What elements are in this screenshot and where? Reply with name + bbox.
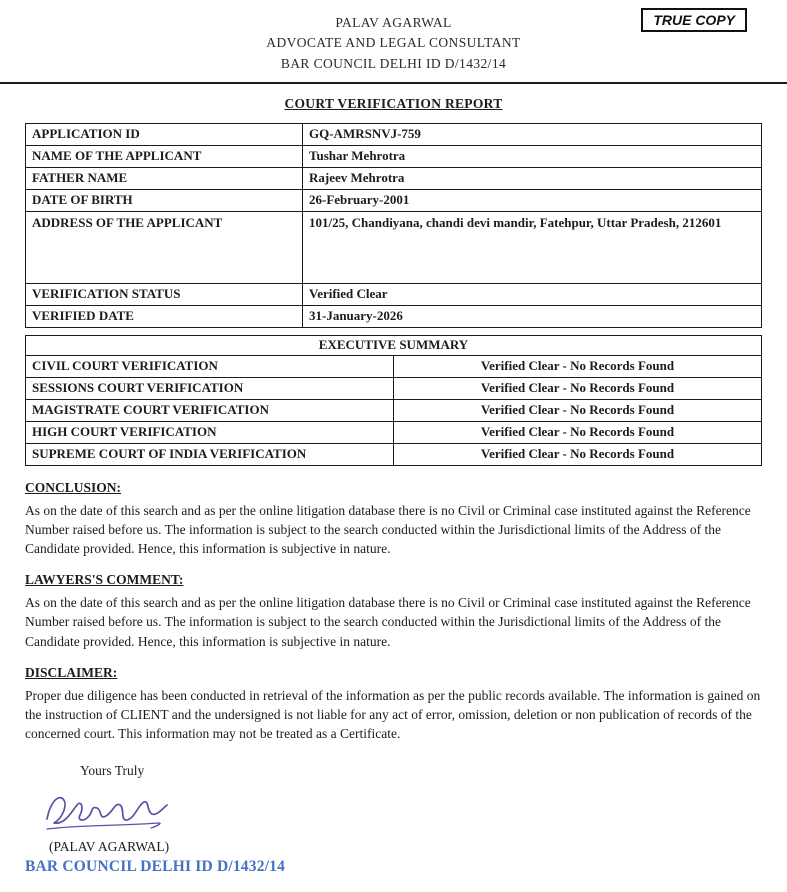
report-title: COURT VERIFICATION REPORT (284, 95, 503, 111)
header-divider (0, 82, 787, 84)
table-row-verified-date (26, 305, 762, 327)
table-row-high-court (26, 421, 762, 443)
applicant-details-table (25, 123, 762, 328)
field-value: Verified Clear - No Records Found (394, 443, 762, 465)
advocate-name: PALAV AGARWAL (335, 15, 452, 30)
field-label: MAGISTRATE COURT VERIFICATION (26, 399, 394, 421)
disclaimer-section (25, 665, 762, 743)
field-value: Verified Clear - No Records Found (394, 421, 762, 443)
advocate-bar-council-id: BAR COUNCIL DELHI ID D/1432/14 (280, 55, 507, 71)
executive-summary-header-row (26, 335, 762, 355)
advocate-title: ADVOCATE AND LEGAL CONSULTANT (266, 35, 521, 51)
signature-stroke (47, 798, 167, 824)
field-value: 31-January-2026 (303, 305, 762, 327)
field-value: GQ-AMRSNVJ-759 (303, 123, 762, 145)
executive-summary-table (25, 335, 762, 466)
field-label: CIVIL COURT VERIFICATION (26, 355, 394, 377)
field-value: Rajeev Mehrotra (303, 167, 762, 189)
true-copy-stamp: TRUE COPY (641, 8, 747, 32)
field-label: DATE OF BIRTH (26, 189, 303, 211)
signatory-name: (PALAV AGARWAL) (49, 839, 170, 855)
table-row-application-id (26, 123, 762, 145)
table-row-applicant-name (26, 145, 762, 167)
signature-underline-stroke (47, 823, 160, 829)
table-row-civil-court (26, 355, 762, 377)
lawyers-comment-text: As on the date of this search and as per the online litigation database there is no Civil or Criminal case instituted against the Reference Number raised before us. The information is subject to the search conducted within the Jurisdictional limits of the Address of the Candidate provided. Hence, this information is subjective in nature. (25, 595, 751, 649)
table-row-verification-status (26, 283, 762, 305)
table-row-sessions-court (26, 377, 762, 399)
field-value: 101/25, Chandiyana, chandi devi mandir, Fatehpur, Uttar Pradesh, 212601 (303, 211, 762, 283)
field-label: SUPREME COURT OF INDIA VERIFICATION (26, 443, 394, 465)
field-label: NAME OF THE APPLICANT (26, 145, 303, 167)
field-label: SESSIONS COURT VERIFICATION (26, 377, 394, 399)
field-label: VERIFICATION STATUS (26, 283, 303, 305)
table-row-magistrate-court (26, 399, 762, 421)
field-value: 26-February-2001 (303, 189, 762, 211)
table-row-address (26, 211, 762, 283)
executive-summary-title: EXECUTIVE SUMMARY (26, 335, 762, 355)
table-row-supreme-court (26, 443, 762, 465)
field-value: Verified Clear - No Records Found (394, 399, 762, 421)
lawyers-comment-section (25, 572, 762, 650)
field-value: Verified Clear - No Records Found (394, 355, 762, 377)
field-label: VERIFIED DATE (26, 305, 303, 327)
field-label: HIGH COURT VERIFICATION (26, 421, 394, 443)
field-label: APPLICATION ID (26, 123, 303, 145)
field-value: Verified Clear (303, 283, 762, 305)
field-label: ADDRESS OF THE APPLICANT (26, 211, 303, 283)
disclaimer-text: Proper due diligence has been conducted in retrieval of the information as per the public records available. The information is gained on the instruction of CLIENT and the undersigned is not liable for any act of error, omission, deletion or non publication of records of the concerned court. This information may not be treated as a Certificate. (25, 687, 761, 741)
table-row-date-of-birth (26, 189, 762, 211)
table-row-father-name (26, 167, 762, 189)
field-value: Verified Clear - No Records Found (394, 377, 762, 399)
signatory-bar-council-id: BAR COUNCIL DELHI ID D/1432/14 (25, 858, 286, 876)
lawyers-comment-heading: LAWYERS'S COMMENT: (25, 572, 184, 588)
closing-salutation: Yours Truly (80, 763, 145, 779)
disclaimer-heading: DISCLAIMER: (25, 664, 118, 680)
conclusion-heading: CONCLUSION: (25, 479, 122, 495)
conclusion-section (25, 480, 762, 558)
field-value: Tushar Mehrotra (303, 145, 762, 167)
field-label: FATHER NAME (26, 167, 303, 189)
conclusion-text: As on the date of this search and as per the online litigation database there is no Civil or Criminal case instituted against the Reference Number raised before us. The information is subject to the search conducted within the Jurisdictional limits of the Address of the Candidate provided. Hence, this information is subjective in nature. (25, 502, 751, 557)
